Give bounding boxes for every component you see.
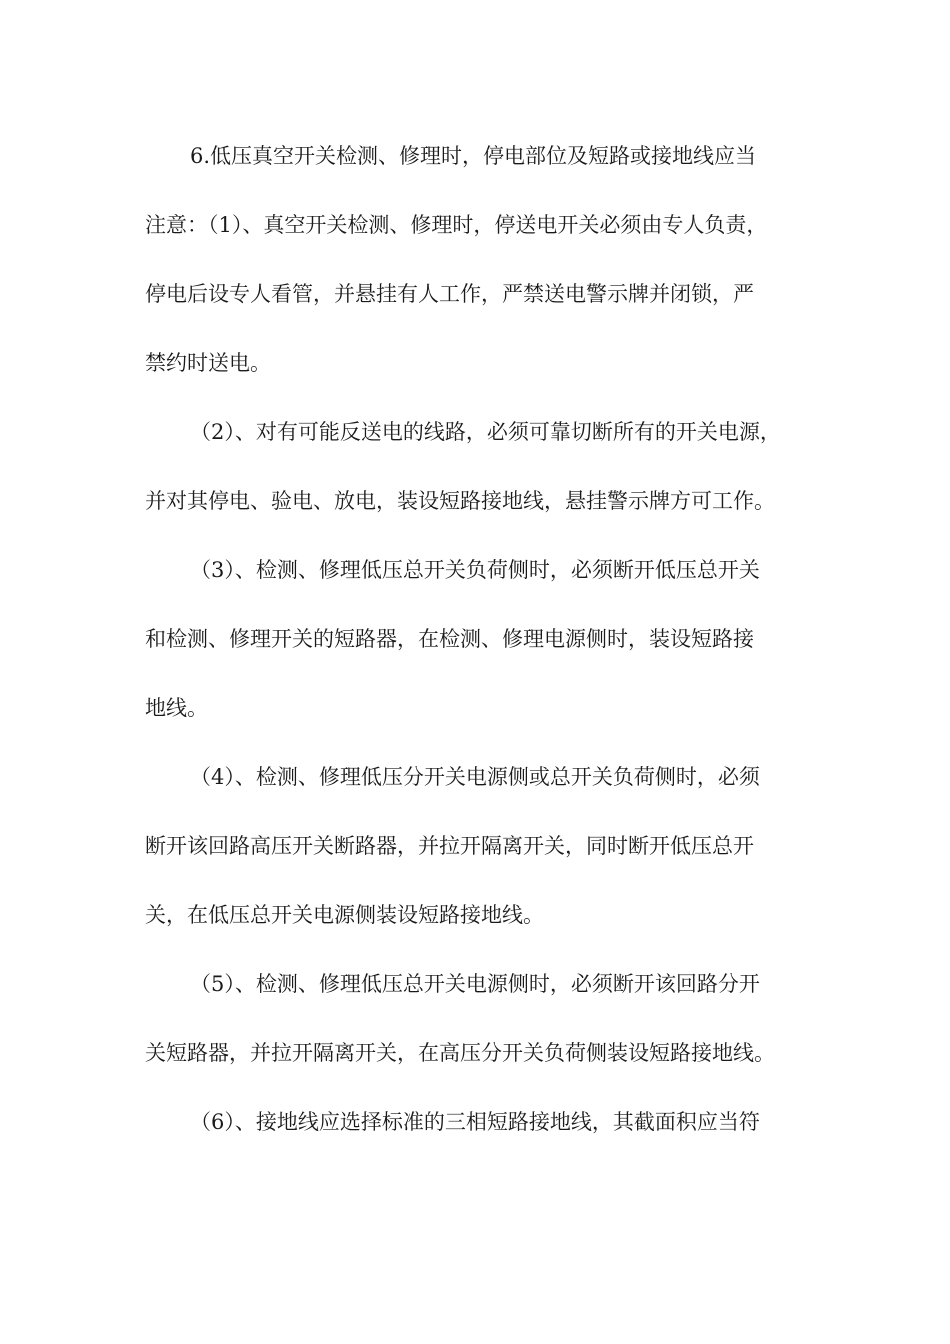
item-3-line-2: 和检测、修理开关的短路器，在检测、修理电源侧时，装设短路接: [145, 627, 754, 651]
paragraph-6-line-1: 6.低压真空开关检测、修理时，停电部位及短路或接地线应当: [190, 144, 757, 168]
item-5-line-2: 关短路器，并拉开隔离开关，在高压分开关负荷侧装设短路接地线。: [145, 1041, 775, 1065]
paragraph-6-line-2: 注意：（1）、真空开关检测、修理时，停送电开关必须由专人负责，: [145, 213, 768, 237]
paragraph-6-line-3: 停电后设专人看管，并悬挂有人工作，严禁送电警示牌并闭锁，严: [145, 282, 754, 306]
item-3-line-1: （3）、检测、修理低压总开关负荷侧时，必须断开低压总开关: [190, 558, 760, 582]
item-4-line-3: 关，在低压总开关电源侧装设短路接地线。: [145, 903, 544, 927]
item-6-line-1: （6）、接地线应选择标准的三相短路接地线，其截面积应当符: [190, 1110, 760, 1134]
paragraph-6-line-4: 禁约时送电。: [145, 351, 271, 375]
item-5-line-1: （5）、检测、修理低压总开关电源侧时，必须断开该回路分开: [190, 972, 760, 996]
item-2-line-1: （2）、对有可能反送电的线路，必须可靠切断所有的开关电源，: [190, 420, 781, 444]
item-4-line-2: 断开该回路高压开关断路器，并拉开隔离开关，同时断开低压总开: [145, 834, 754, 858]
item-4-line-1: （4）、检测、修理低压分开关电源侧或总开关负荷侧时，必须: [190, 765, 760, 789]
item-3-line-3: 地线。: [145, 696, 208, 720]
item-2-line-2: 并对其停电、验电、放电，装设短路接地线，悬挂警示牌方可工作。: [145, 489, 775, 513]
